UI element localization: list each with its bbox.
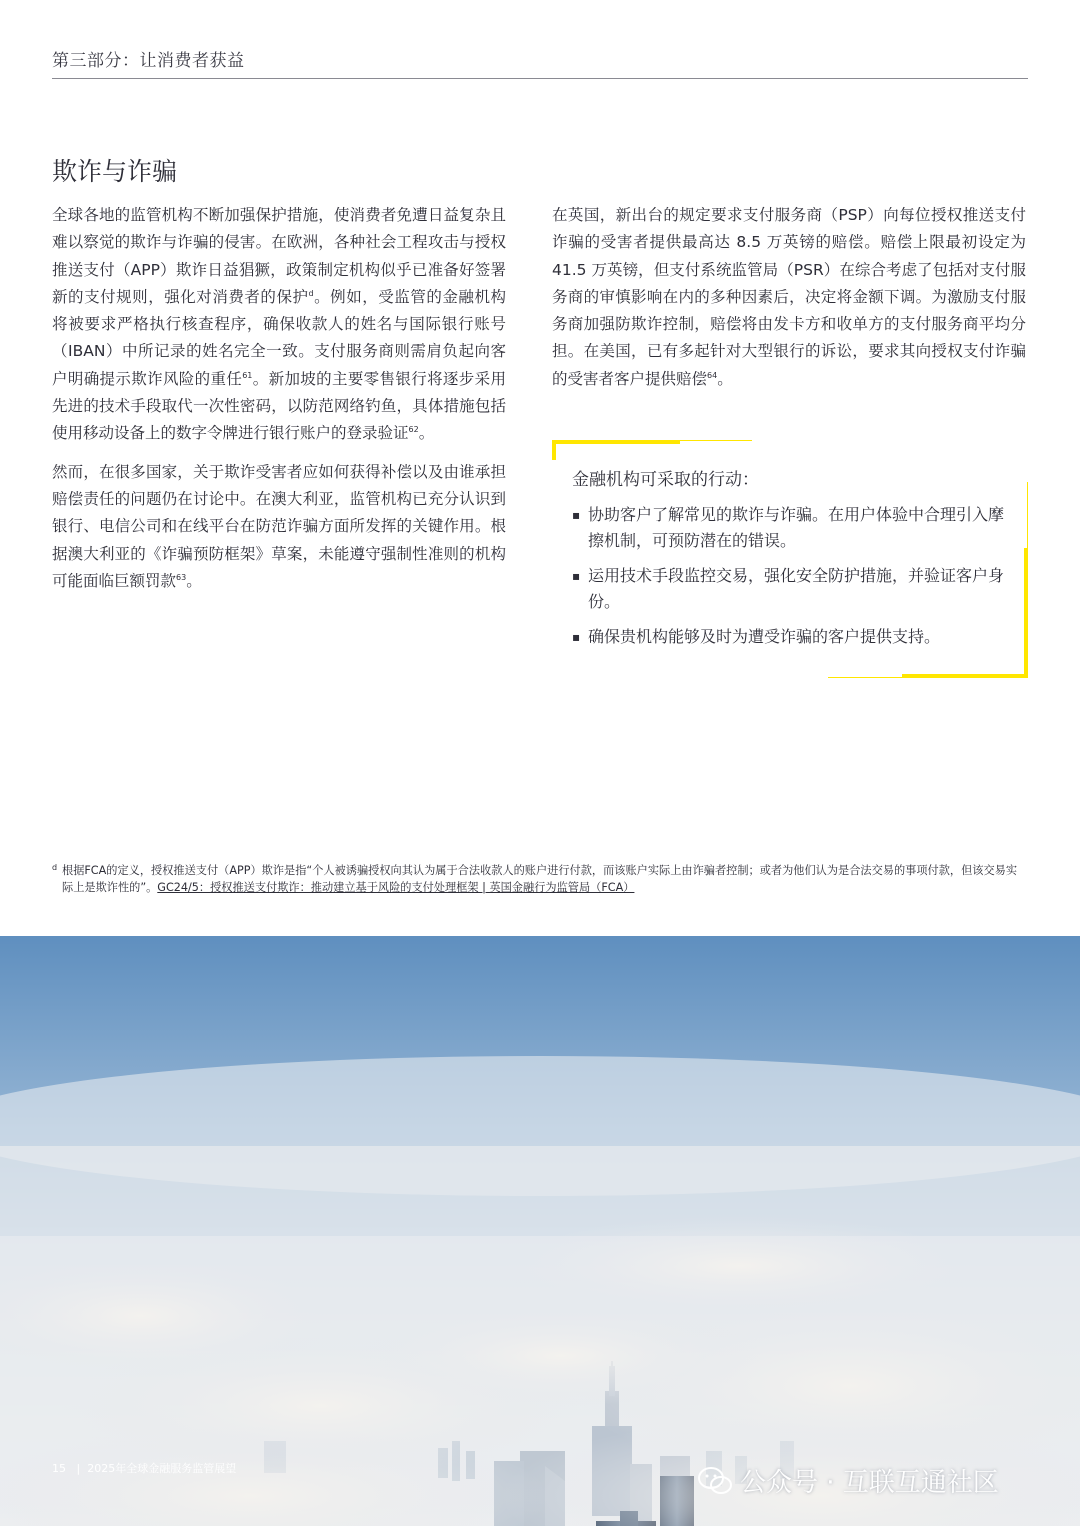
callout-bracket-right-thin (1027, 482, 1028, 548)
city-fog-photo (0, 936, 1080, 1526)
footnote (52, 862, 1028, 896)
endnote-ref[interactable]: 64 (707, 370, 718, 380)
list-item (572, 624, 1012, 650)
paragraph-text: 。例如，受监管的金融机构将被要求严格执行核查程序，确保收款人的姓名与国际银行账号（IBAN）中所记录的姓名完全一致。支付服务商则需肩负起向客户明确提示欺诈风险的重任 (52, 287, 506, 388)
list-item (572, 502, 1012, 554)
callout-list (572, 502, 1012, 659)
wechat-watermark (698, 1462, 999, 1499)
wechat-icon (698, 1466, 732, 1496)
bullet-icon: ▪ (572, 630, 581, 644)
list-item-text: 协助客户了解常见的欺诈与诈骗。在用户体验中合理引入摩擦机制，可预防潜在的错误。 (588, 505, 1005, 550)
footnote-marker: d (52, 863, 58, 872)
callout-bracket-right (1024, 548, 1028, 678)
list-item (572, 563, 1012, 615)
skyline-illustration (0, 936, 1080, 1526)
header-divider (52, 78, 1028, 79)
callout-bracket-top (552, 440, 680, 444)
page-number: 15 (52, 1462, 66, 1475)
endnote-ref[interactable]: 63 (176, 572, 187, 582)
callout-bracket-top-thin (680, 440, 752, 441)
paragraph-text: 全球各地的监管机构不断加强保护措施，使消费者免遭日益复杂且难以察觉的欺诈与诈骗的侵害。在欧洲，各种社会工程攻击与授权推送支付（APP）欺诈日益猖獗，政策制定机构似乎已准备好签署新的支付规则，强化对消费者的保护 (52, 206, 506, 306)
watermark-text: 公众号 · 互联互通社区 (740, 1468, 999, 1498)
callout-bracket-bottom-thin (828, 677, 902, 678)
paragraph-australia (52, 459, 506, 595)
page-title: 欺诈与诈骗 (52, 157, 178, 186)
action-callout-box (552, 440, 1028, 678)
callout-bracket-left (552, 440, 556, 460)
footnote-source-link[interactable]: GC24/5：授权推送支付欺诈：推动建立基于风险的支付处理框架 | 英国金融行为监管局（FCA） (157, 881, 635, 894)
bullet-icon: ▪ (572, 508, 581, 522)
left-column (52, 202, 506, 595)
list-item-text: 确保贵机构能够及时为遭受诈骗的客户提供支持。 (588, 627, 941, 646)
endnote-ref[interactable]: 62 (408, 425, 419, 435)
paragraph-text: 然而，在很多国家，关于欺诈受害者应如何获得补偿以及由谁承担赔偿责任的问题仍在讨论中。在澳大利亚，监管机构已充分认识到银行、电信公司和在线平台在防范诈骗方面所发挥的关键作用。根据澳大利亚的《诈骗预防框架》草案，未能遵守强制性准则的机构可能面临巨额罚款 (52, 462, 506, 590)
bullet-icon: ▪ (572, 569, 581, 583)
footnote-ref[interactable]: d (308, 288, 314, 298)
report-title: 2025年全球金融服务监管展望 (87, 1462, 237, 1475)
paragraph-text: 。 (186, 571, 202, 590)
list-item-text: 运用技术手段监控交易，强化安全防护措施，并验证客户身份。 (588, 566, 1005, 611)
endnote-ref[interactable]: 61 (242, 370, 253, 380)
right-column (552, 202, 1026, 393)
paragraph-text: 。 (418, 424, 435, 443)
footer-separator: | (76, 1462, 81, 1475)
paragraph-uk-us (552, 202, 1026, 393)
paragraph-text: 。 (717, 369, 733, 388)
paragraph-text: 。新加坡的主要零售银行将逐步采用先进的技术手段取代一次性密码，以防范网络钓鱼，具体措施包括使用移动设备上的数字令牌进行银行账户的登录验证 (52, 369, 506, 443)
callout-bracket-bottom (902, 674, 1028, 678)
callout-title: 金融机构可采取的行动： (572, 470, 759, 490)
paragraph-europe-singapore (52, 202, 506, 448)
section-header: 第三部分：让消费者获益 (52, 51, 245, 71)
page-footer (52, 1460, 236, 1476)
footnote-text: 根据FCA的定义，授权推送支付（APP）欺诈是指“个人被诱骗授权向其认为属于合法收款人的账户进行付款，而该账户实际上由诈骗者控制；或者为他们认为是合法交易的事项付款，但该交易实际上是欺诈性的”。 (62, 864, 1018, 894)
paragraph-text: 在英国，新出台的规定要求支付服务商（PSP）向每位授权推送支付诈骗的受害者提供最高达 8.5 万英镑的赔偿。赔偿上限最初设定为 41.5 万英镑，但支付系统监管局（PSR）在综合考虑了包括对支付服务商的审慎影响在内的多种因素后，决定将金额下调。为激励支付服务商加强防欺诈控制，赔偿将由发卡方和收单方的支付服务商平均分担。在美国，已有多起针对大型银行的诉讼，要求其向授权支付诈骗的受害者客户提供赔偿 (552, 206, 1026, 388)
